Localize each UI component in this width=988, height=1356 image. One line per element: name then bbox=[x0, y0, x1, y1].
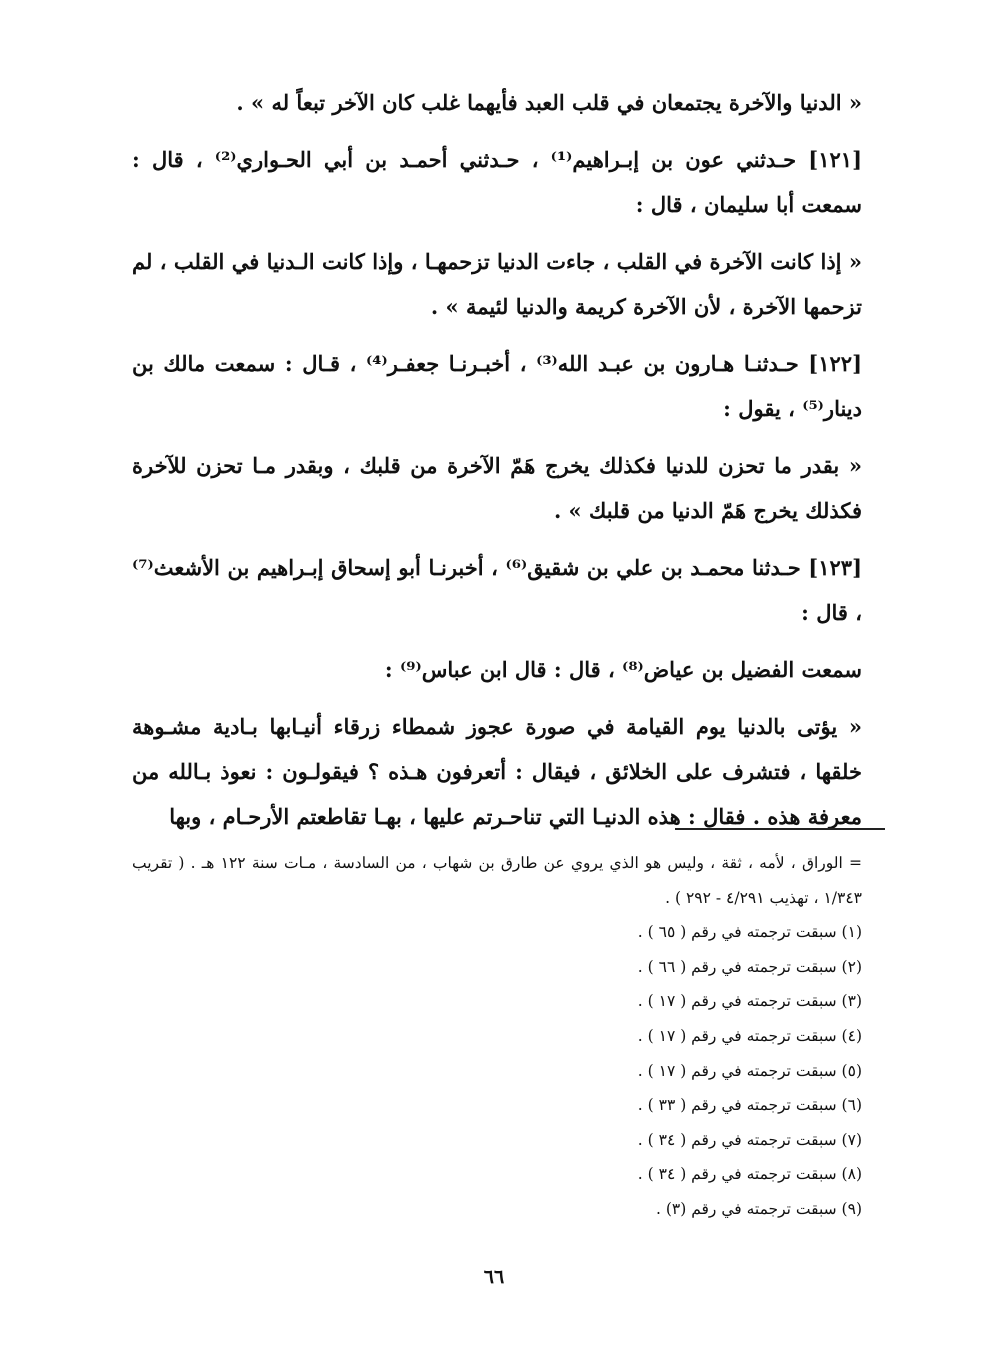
main-text bbox=[132, 80, 862, 851]
footnote-separator bbox=[675, 828, 885, 830]
quote-paragraph: « إذا كانت الآخرة في القلب ، جاءت الدنيا تزحمهـا ، وإذا كانت الـدنيا في القلب ، لم تزحمها الآخرة ، لأن الآخرة كريمة والدنيا لئيمة » . bbox=[132, 249, 862, 319]
quote-paragraph: « الدنيا والآخرة يجتمعان في قلب العبد فأيهما غلب كان الآخر تبعاً له » . bbox=[236, 90, 862, 115]
footnote-1: (١) سبقت ترجمته في رقم ( ٦٥ ) . bbox=[637, 923, 862, 942]
footnote-6: (٦) سبقت ترجمته في رقم ( ٣٣ ) . bbox=[637, 1096, 862, 1115]
footnotes bbox=[132, 846, 862, 1227]
footnote-3: (٣) سبقت ترجمته في رقم ( ١٧ ) . bbox=[637, 992, 862, 1011]
footnote-2: (٢) سبقت ترجمته في رقم ( ٦٦ ) . bbox=[637, 957, 862, 976]
footnote-5: (٥) سبقت ترجمته في رقم ( ١٧ ) . bbox=[637, 1061, 862, 1080]
quote-paragraph: « بقدر ما تحزن للدنيا فكذلك يخرج هَمّ الآخرة من قلبك ، وبقدر مـا تحزن للآخرة فكذلك يخرج هَمّ الدنيا من قلبك » . bbox=[132, 453, 862, 523]
footnote-8: (٨) سبقت ترجمته في رقم ( ٣٤ ) . bbox=[637, 1165, 862, 1184]
page-number: ٦٦ bbox=[483, 1266, 505, 1288]
footnote-4: (٤) سبقت ترجمته في رقم ( ١٧ ) . bbox=[637, 1026, 862, 1045]
quote-paragraph: « يؤتى بالدنيا يوم القيامة في صورة عجوز شمطاء زرقاء أنيـابها بـادية مشـوهة خلقها ، فتشرف على الخلائق ، فيقال : أتعرفون هـذه ؟ فيقولـون : نعوذ بـالله من معرفة هذه . فقال : هذه الدنيـا التي تناحـرتم عليها ، بهـا تقاطعتم الأرحـام ، وبها bbox=[132, 714, 862, 829]
hadith-122-chain: [١٢٢] حـدثنـا هـارون بن عبـد الله⁽³⁾ ، أخبـرنـا جعفـر⁽⁴⁾ ، قـال : سمعت مالك بن دينار⁽⁵⁾ ، يقول : bbox=[132, 351, 863, 421]
footnote-7: (٧) سبقت ترجمته في رقم ( ٣٤ ) . bbox=[637, 1130, 862, 1149]
footnote-9: (٩) سبقت ترجمته في رقم (٣) . bbox=[655, 1199, 862, 1218]
narration-line: سمعت الفضيل بن عياض⁽⁸⁾ ، قال : قال ابن عباس⁽⁹⁾ : bbox=[384, 657, 862, 682]
hadith-123-chain: [١٢٣] حـدثنا محمـد بن علي بن شقيق⁽⁶⁾ ، أخبرنـا أبو إسحاق إبـراهيم بن الأشعث⁽⁷⁾ ، قال : bbox=[132, 555, 862, 625]
footnote-continuation: = الوراق ، لأمه ، ثقة ، وليس هو الذي يروي عن طارق بن شهاب ، من السادسة ، مـات سنة ١٢٢ هـ . ( تقريب ١/٣٤٣ ، تهذيب ٤/٢٩١ - ٢٩٢ ) . bbox=[132, 854, 862, 907]
hadith-121-chain: [١٢١] حـدثني عون بن إبـراهيم⁽¹⁾ ، حـدثني أحمـد بن أبي الحـواري⁽²⁾ ، قال : سمعت أبا سليمان ، قال : bbox=[132, 147, 863, 217]
